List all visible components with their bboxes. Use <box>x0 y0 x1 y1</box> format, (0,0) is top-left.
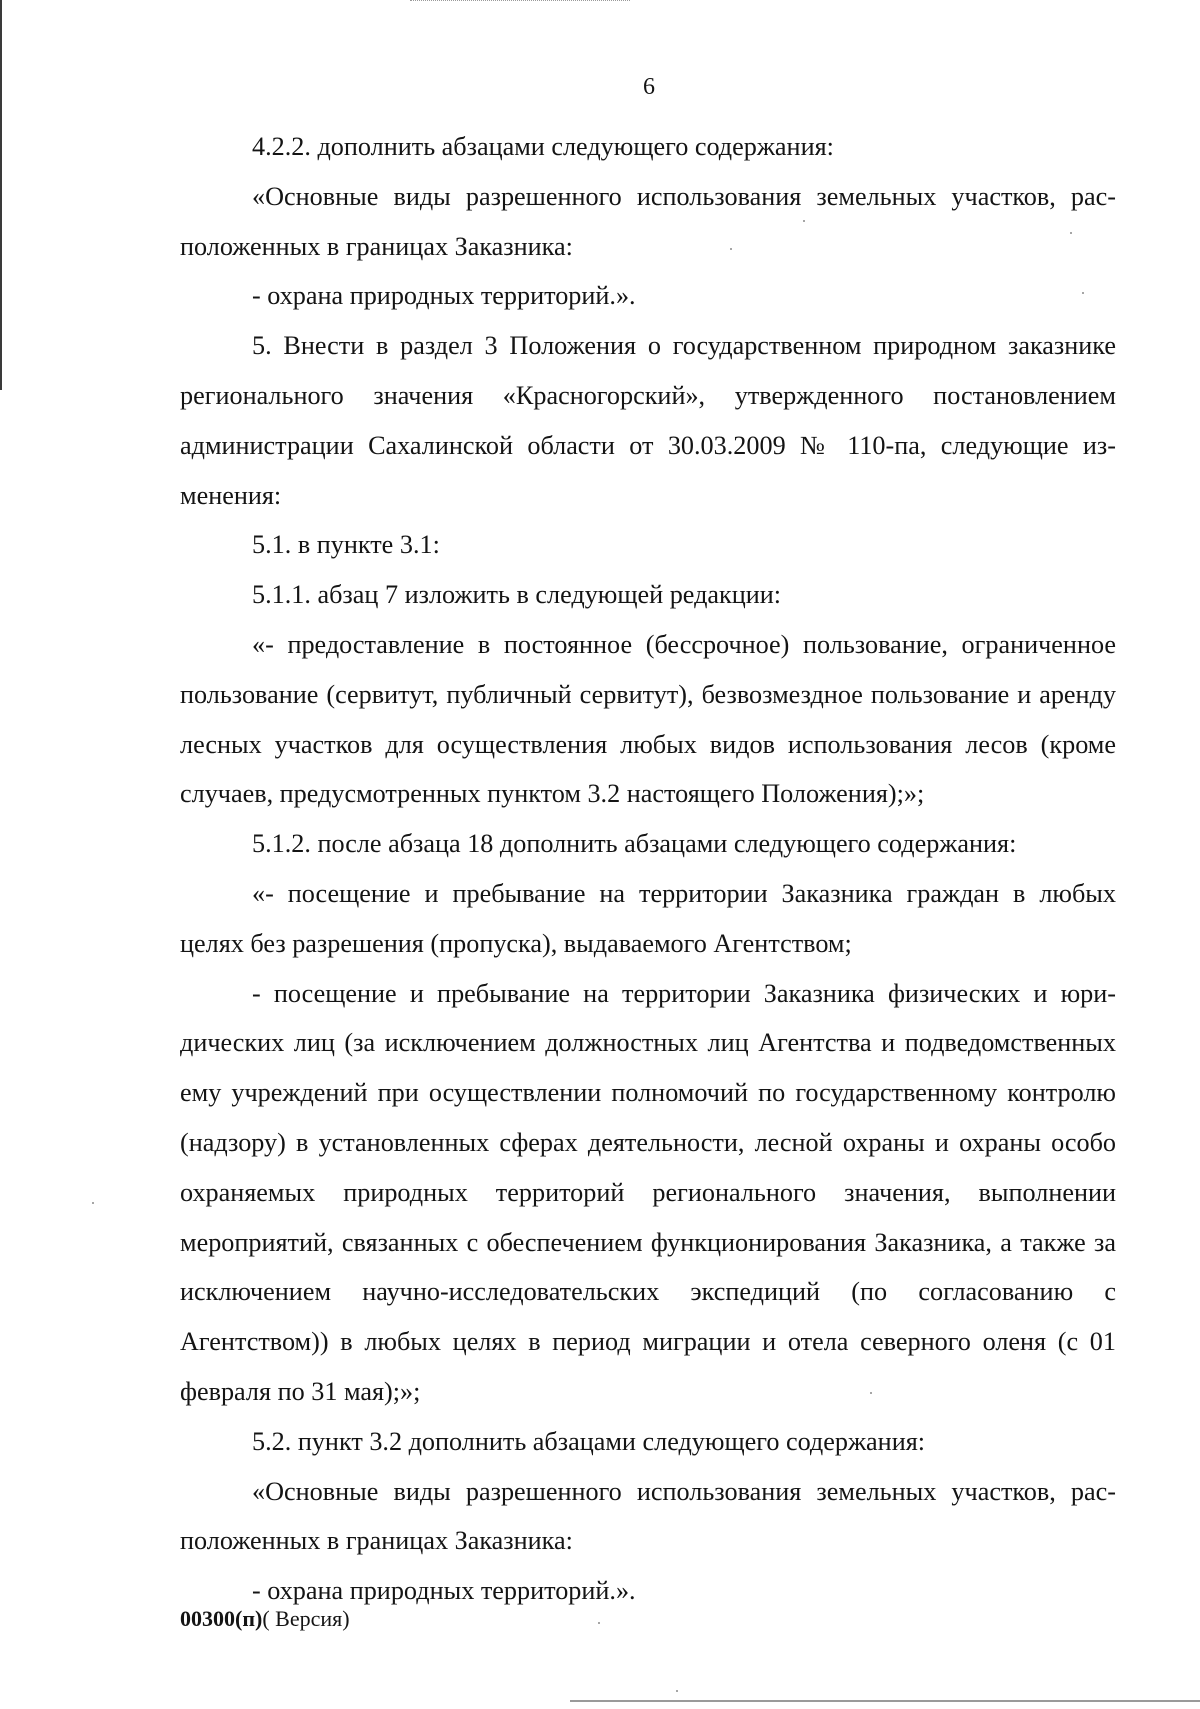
scan-bottom-rule <box>570 1700 1200 1702</box>
paragraph-nature-protection: - охрана природных территорий.». <box>252 281 636 311</box>
paragraph-forest-use-quote: «- предоставление в постоянное (бессрочное) пользование, ограниченное пользование (сервитут, публичный сервитут), безвозмездное пользование и аренду лесных участков для осуществления любых видов использования лесов (кроме случаев, предусмотренных пунктом 3.2 настоящего Положения);»; <box>180 629 1116 809</box>
paragraph-5: 5. Внести в раздел 3 Положения о государственном природном заказнике регионального значения «Красногорский», утвержденного постановлением администрации Сахалинской области от 30.03.2009 № 110-па, следующие изменения: <box>180 331 1116 510</box>
paragraph-5-1-1: 5.1.1. абзац 7 изложить в следующей редакции: <box>252 580 782 610</box>
footer-document-code <box>180 1606 350 1632</box>
paragraph-nature-protection-2: - охрана природных территорий.». <box>252 1576 636 1606</box>
scan-speck <box>870 1392 872 1394</box>
scan-speck <box>1082 292 1084 294</box>
page-number: 6 <box>643 74 655 100</box>
scan-speck <box>598 1622 600 1624</box>
paragraph-5-1: 5.1. в пункте 3.1: <box>252 530 440 560</box>
paragraph-visit-citizens: «- посещение и пребывание на территории Заказника граждан в любых целях без разрешения (пропуска), выдаваемого Агентством; <box>180 878 1116 958</box>
scan-speck <box>730 248 732 250</box>
footer-version: ( Версия) <box>262 1606 350 1631</box>
paragraph-land-use-quote-2: «Основные виды разрешенного использования земельных участков, расположенных в границах Заказника: <box>180 1476 1116 1556</box>
document-body <box>180 122 1116 1616</box>
scan-left-edge <box>0 0 2 390</box>
scan-speck <box>92 1202 94 1204</box>
scan-top-smudge <box>410 0 630 5</box>
paragraph-visit-entities: - посещение и пребывание на территории Заказника физических и юридических лиц (за исключением должностных лиц Агентства и подведомственных ему учреждений при осуществлении полномочий по государственному контролю (надзору) в установленных сферах деятельности, лесной охраны и охраны особо охраняемых природных территорий регионального значения, выполнении мероприятий, связанных с обеспечением функционирования Заказника, а также за исключением научно-исследовательских экспедиций (по согласованию с Агентством)) в любых целях в период миграции и отела северного оленя (с 01 февраля по 31 мая);»; <box>180 978 1116 1406</box>
paragraph-5-2: 5.2. пункт 3.2 дополнить абзацами следующего содержания: <box>252 1426 926 1456</box>
paragraph-land-use-quote: «Основные виды разрешенного использования земельных участков, расположенных в границах Заказника: <box>180 181 1116 261</box>
paragraph-5-1-2: 5.1.2. после абзаца 18 дополнить абзацами следующего содержания: <box>252 829 1017 859</box>
scan-speck <box>1070 232 1072 234</box>
footer-code: 00300(п) <box>180 1606 263 1631</box>
scan-speck <box>676 1690 678 1692</box>
paragraph-4-2-2: 4.2.2. дополнить абзацами следующего содержания: <box>252 132 834 161</box>
scan-speck <box>803 220 805 222</box>
